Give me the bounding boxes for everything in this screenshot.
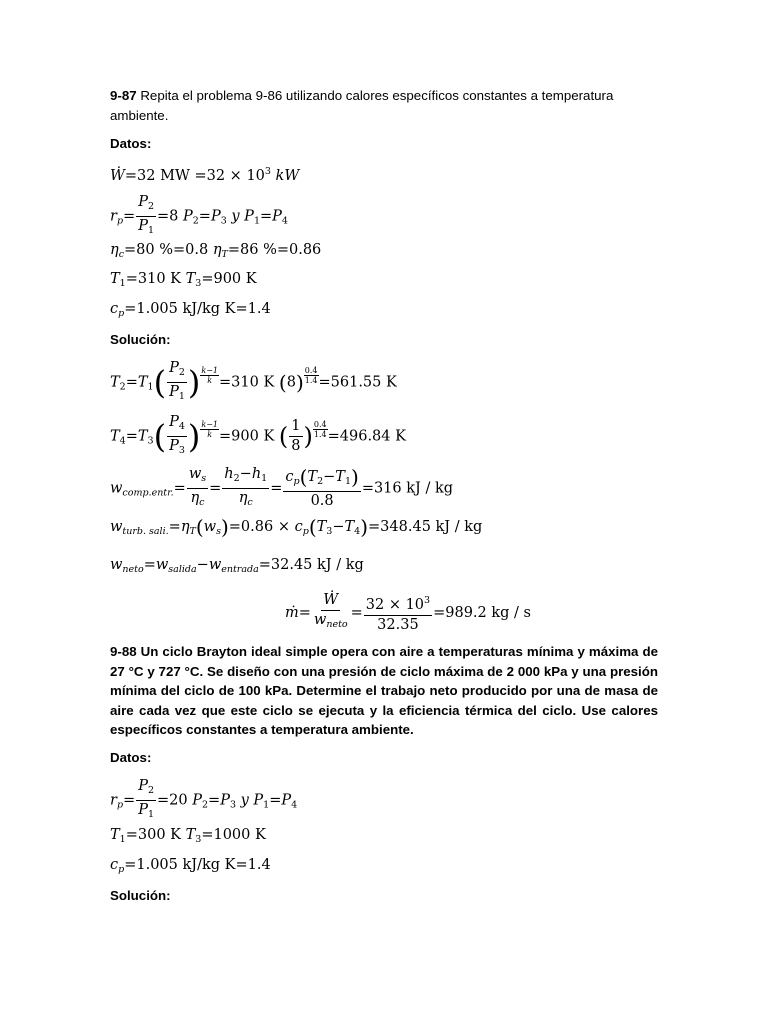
pressure-ratio-value-2: =20 xyxy=(157,792,193,809)
mass-flow-numerator: 32 × 10 xyxy=(365,596,425,613)
turbine-efficiency: =86 %=0.86 xyxy=(227,242,322,258)
power-exponent: 3 xyxy=(264,166,271,177)
t1-value-2: =300 K xyxy=(125,827,186,843)
comp-result: =316 kJ / kg xyxy=(361,480,454,497)
compressor-efficiency: =80 %=0.8 xyxy=(124,242,213,258)
compressor-work-equation: $w_{comp.entr.}=$ $\frac{w_s}{\eta_c}$ = $\frac{h_2-h_1}{\eta_c}$ = $\frac{c_p(T_2-T_1)}{0.8}$ =316 kJ / kg xyxy=(110,465,454,509)
cp-value-2: =1.005 kJ/kg K=1.4 xyxy=(124,857,271,873)
turb-result: =348.45 kJ / kg xyxy=(368,519,483,535)
comp-denominator: 0.8 xyxy=(310,493,334,509)
exponent-denominator-2: 1.4 xyxy=(313,429,327,439)
comp-subscript: comp.entr. xyxy=(122,487,174,499)
mass-flow-result: =989.2 kg / s xyxy=(433,604,531,621)
temperature-equation: $T_1=310$ K $T_3=900$ K xyxy=(110,271,257,289)
net-result: =32.45 kJ / kg xyxy=(258,557,364,573)
pressure-ratio-equation-2: $r_p=$ $\frac{P_2}{P_1}$ =20 $P_2=P_3$ y $P_1=P_4$ xyxy=(110,778,298,820)
t2-result: =561.55 K xyxy=(318,374,397,391)
solucion-heading: Solución: xyxy=(110,332,171,347)
exponent-numerator-2: 0.4 xyxy=(313,419,327,429)
t4-intermediate: =900 K xyxy=(219,428,279,445)
cp-equation: $c_p=1.005$ kJ/kg K=1.4 xyxy=(110,301,271,319)
cp-value: =1.005 kJ/kg K=1.4 xyxy=(124,301,271,317)
power-value: =32 MW =32 × 10 xyxy=(124,167,265,184)
entrada-subscript: entrada xyxy=(221,564,259,575)
t4-equation: $T_4=T_3$( $\frac{P_4}{P_3}$ ) $\frac{k-1}{k}$ =900 K ( $\frac{1}{8}$ ) $\frac{0.4}{1.4}$ =496.84 K xyxy=(110,414,406,456)
exponent-numerator: 0.4 xyxy=(304,365,318,375)
t3-value: =900 K xyxy=(201,271,257,287)
neto-subscript: neto xyxy=(122,564,144,575)
problem-text: Repita el problema 9-86 utilizando calores específicos constantes a temperatura ambiente. xyxy=(110,88,614,123)
t1-value: =310 K xyxy=(125,271,186,287)
problem-text-2: Un ciclo Brayton ideal simple opera con aire a temperaturas mínima y máxima de 27 °C y 727 °C. Se diseño con una presión de ciclo máxima de 2 000 kPa y una presión mínima del ciclo de 100 kPa. Determine el trabajo neto producido por una de masa de aire cada vez que este ciclo se ejecuta y la eficiencia térmica del ciclo. Use calores específicos constantes a temperatura ambiente. xyxy=(110,644,658,737)
cp-equation-2: $c_p=1.005$ kJ/kg K=1.4 xyxy=(110,857,271,875)
mass-flow-equation: ṁ= $\frac{\text{Ẇ}}{w_{neto}}$ = $\frac{32 \times 10^3}{32.35}$ =989.2 kg / s xyxy=(285,592,531,633)
efficiency-equation: $\eta_c=80$ %=0.8 $\eta_T=86$ %=0.86 xyxy=(110,242,322,260)
turb-subscript: turb. sali. xyxy=(122,526,169,537)
pressure-ratio-equation: $r_p=$ $\frac{P_2}{P_1}$ =8 $P_2=P_3$ y $P_1=P_4$ xyxy=(110,194,288,236)
turb-mid: =0.86 × xyxy=(228,519,295,535)
turbine-work-equation: $w_{turb. sali.}=\eta_T(w_s)=0.86 \times c_p(T_3-T_4)=348.45$ kJ / kg xyxy=(110,515,483,539)
t2-equation: $T_2=T_1$( $\frac{P_2}{P_1}$ ) $\frac{k-1}{k}$ =310 K (8) $\frac{0.4}{1.4}$ =561.55 K xyxy=(110,360,397,402)
datos-heading: Datos: xyxy=(110,136,152,151)
problem-number-2: 9-88 xyxy=(110,644,137,659)
t4-result: =496.84 K xyxy=(327,428,406,445)
t2-base: 8 xyxy=(286,374,296,391)
temperature-equation-2: $T_1=300$ K $T_3=1000$ K xyxy=(110,827,266,845)
datos-heading-2: Datos: xyxy=(110,750,152,765)
problem-9-87-statement xyxy=(110,86,658,125)
pressure-ratio-value: =8 xyxy=(157,208,183,225)
w-dot-symbol: Ẇ xyxy=(110,167,125,184)
problem-9-88-statement xyxy=(110,642,658,740)
exponent-denominator: 1.4 xyxy=(304,375,318,385)
power-unit: kW xyxy=(270,167,300,184)
solucion-heading-2: Solución: xyxy=(110,888,171,903)
t3-value-2: =1000 K xyxy=(201,827,266,843)
t2-intermediate: =310 K xyxy=(219,374,279,391)
power-equation xyxy=(110,162,299,186)
problem-number: 9-87 xyxy=(110,88,137,103)
net-work-equation: $w_{neto}=w_{salida}-w_{entrada}=32.45$ kJ / kg xyxy=(110,557,364,575)
mass-flow-denominator: 32.35 xyxy=(377,616,419,633)
salida-subscript: salida xyxy=(168,564,197,575)
